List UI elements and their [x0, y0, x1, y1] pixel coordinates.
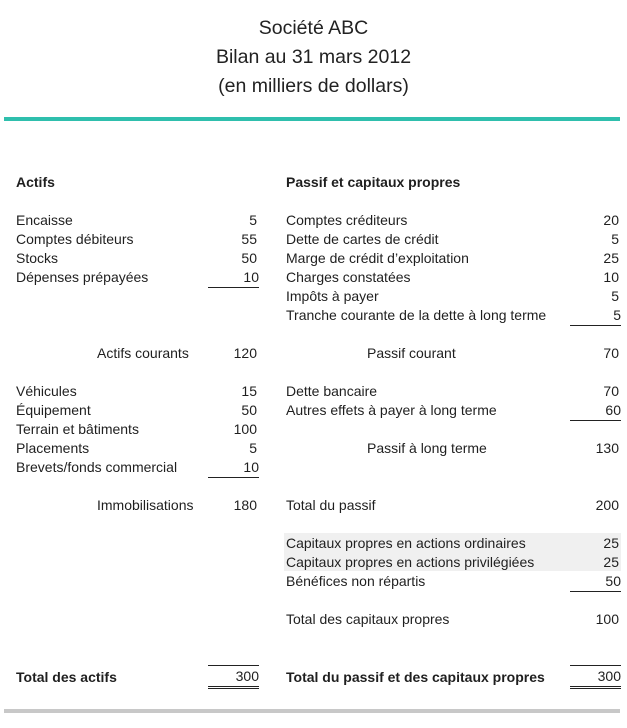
asset-value: 50	[241, 402, 257, 418]
current-liabilities-label: Passif courant	[367, 345, 456, 361]
total-equity-value: 100	[595, 611, 619, 627]
asset-label: Brevets/fonds commercial	[16, 459, 178, 475]
liability-label: Dette bancaire	[286, 383, 378, 399]
assets-heading: Actifs	[16, 174, 55, 190]
asset-value: 5	[249, 212, 257, 228]
liability-label: Impôts à payer	[286, 288, 379, 304]
asset-label: Équipement	[16, 402, 91, 418]
liability-value: 70	[603, 383, 619, 399]
current-liabilities-value: 70	[603, 345, 619, 361]
long-term-liabilities-label: Passif à long terme	[367, 440, 487, 456]
equity-label: Capitaux propres en actions privilégiées	[286, 554, 535, 570]
asset-value: 55	[241, 231, 257, 247]
asset-label: Placements	[16, 440, 90, 456]
equity-value-underlined: 50	[570, 572, 621, 592]
asset-label: Encaisse	[16, 212, 73, 228]
liability-label: Marge de crédit d’exploitation	[286, 250, 469, 266]
liability-label: Dette de cartes de crédit	[286, 231, 439, 247]
total-equity-label: Total des capitaux propres	[286, 611, 450, 627]
asset-value-underlined: 10	[208, 268, 259, 288]
asset-value: 15	[241, 383, 257, 399]
total-assets-value: 300	[208, 665, 259, 689]
equity-label: Capitaux propres en actions ordinaires	[286, 535, 526, 551]
asset-label: Comptes débiteurs	[16, 231, 134, 247]
liability-value: 10	[603, 269, 619, 285]
liabilities-heading: Passif et capitaux propres	[286, 174, 461, 190]
total-liabilities-equity-value: 300	[570, 665, 621, 689]
current-assets-label: Actifs courants	[97, 345, 189, 361]
total-assets-label: Total des actifs	[16, 669, 117, 685]
liability-label: Tranche courante de la dette à long terme	[286, 307, 547, 323]
equity-value: 25	[603, 535, 619, 551]
current-assets-value: 120	[233, 345, 257, 361]
asset-value: 5	[249, 440, 257, 456]
total-liabilities-value: 200	[595, 497, 619, 513]
fixed-assets-value: 180	[233, 497, 257, 513]
asset-value-underlined: 10	[208, 458, 259, 478]
header-divider	[4, 117, 620, 121]
liability-label: Comptes créditeurs	[286, 212, 408, 228]
footer-divider	[4, 709, 620, 713]
liability-value-underlined: 5	[570, 306, 621, 326]
asset-value: 100	[233, 421, 257, 437]
liability-label: Charges constatées	[286, 269, 411, 285]
asset-value: 50	[241, 250, 257, 266]
total-liabilities-label: Total du passif	[286, 497, 376, 513]
liability-value: 25	[603, 250, 619, 266]
liability-value: 5	[611, 231, 619, 247]
equity-label: Bénéfices non répartis	[286, 573, 426, 589]
fixed-assets-label: Immobilisations	[97, 497, 194, 513]
company-name: Société ABC	[258, 17, 369, 39]
asset-label: Stocks	[16, 250, 59, 266]
liability-value-underlined: 60	[570, 401, 621, 421]
total-liabilities-equity-label: Total du passif et des capitaux propres	[286, 669, 545, 685]
units-note: (en milliers de dollars)	[218, 75, 409, 97]
asset-label: Véhicules	[16, 383, 77, 399]
liability-value: 5	[611, 288, 619, 304]
asset-label: Dépenses prépayées	[16, 269, 149, 285]
long-term-liabilities-value: 130	[595, 440, 619, 456]
statement-title: Bilan au 31 mars 2012	[215, 46, 412, 68]
equity-value: 25	[603, 554, 619, 570]
liability-value: 20	[603, 212, 619, 228]
liability-label: Autres effets à payer à long terme	[286, 402, 497, 418]
asset-label: Terrain et bâtiments	[16, 421, 139, 437]
